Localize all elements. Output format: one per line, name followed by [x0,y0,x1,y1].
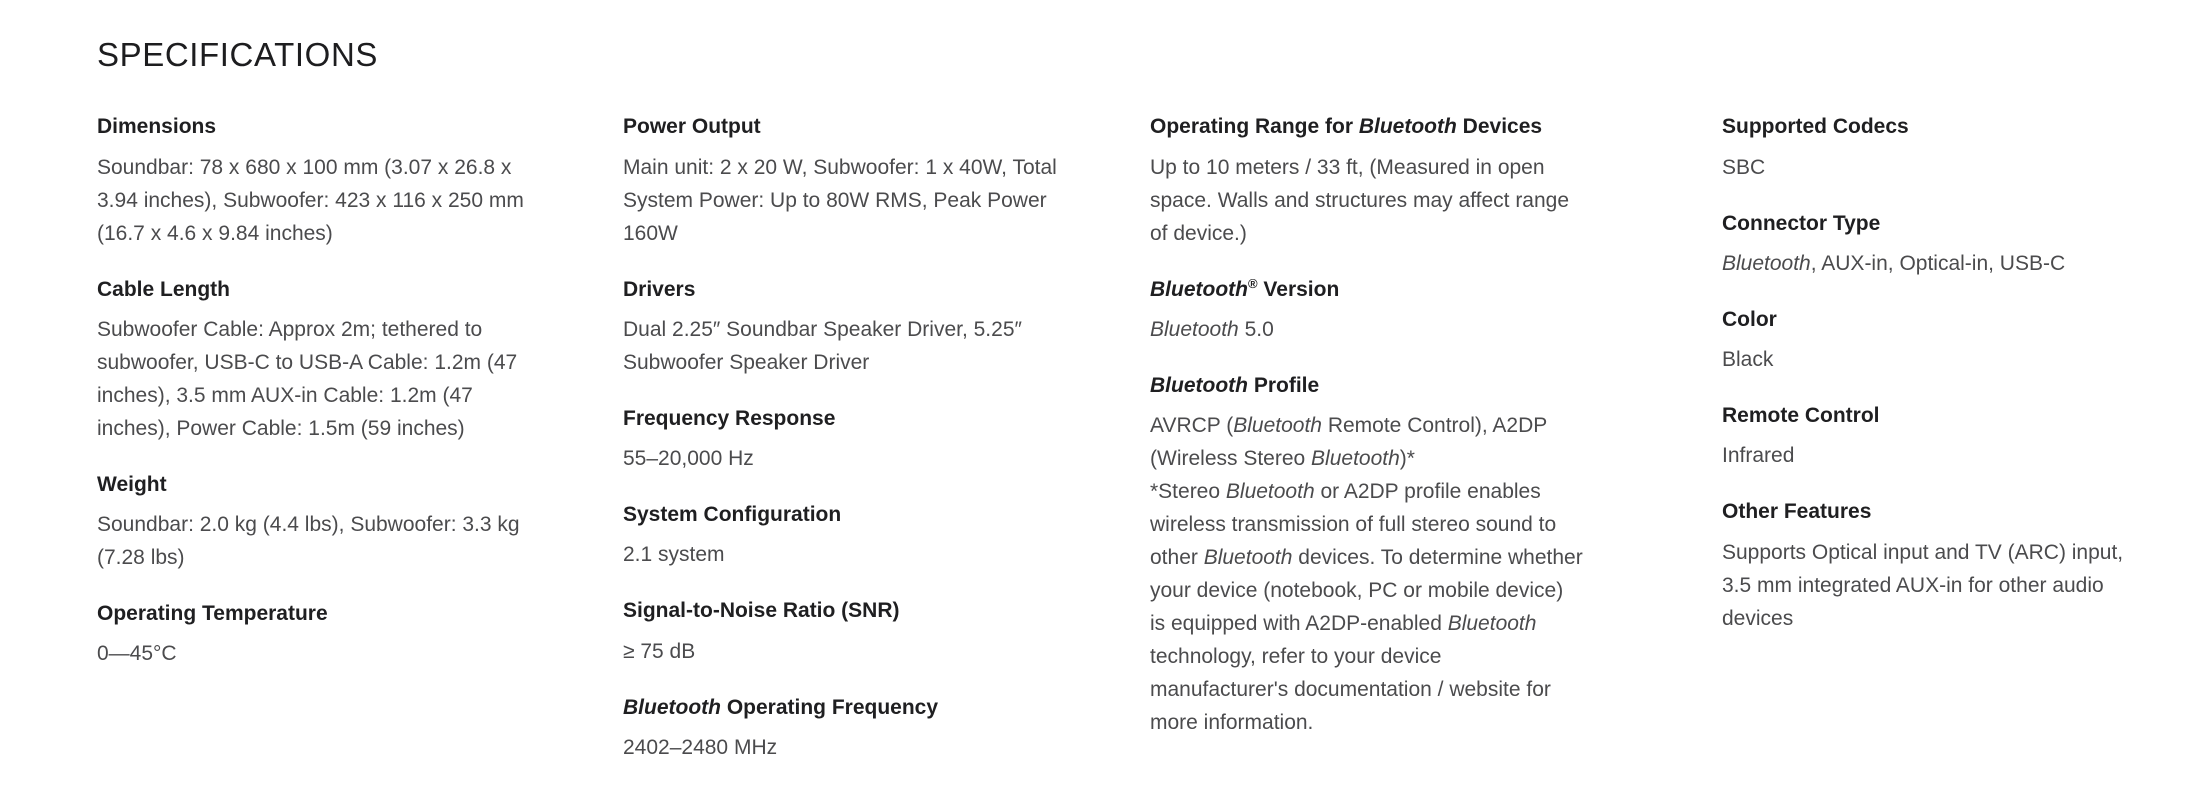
spec-value: 2402–2480 MHz [623,736,778,760]
italic-segment: Bluetooth [1150,373,1248,397]
spec-item-drivers [623,276,1094,379]
italic-segment: Bluetooth [1358,115,1457,139]
spec-item-weight [97,471,567,574]
spec-item-power-output [623,113,1094,249]
spec-value: Dual 2.25″ Soundbar Speaker Driver, 5.25″ Subwoofer Speaker Driver [623,317,1022,374]
spec-item-bluetooth-operating-frequency [623,694,1094,764]
spec-value: Soundbar: 2.0 kg (4.4 lbs), Subwoofer: 3.3 kg (7.28 lbs) [97,513,520,570]
spec-value: AVRCP (Bluetooth Remote Control), A2DP (Wireless Stereo Bluetooth)* *Stereo Bluetooth or A2DP profile enables wireless transmission of full stereo sound to other Bluetooth devices. To determine whether your device (notebook, PC or mobile device) is equipped with A2DP-enabled Bluetooth technology, refer to your device manufacturer's documentation / website for more information. [1150,414,1583,735]
spec-item-remote-control [1722,402,2172,472]
spec-value: Bluetooth, AUX-in, Optical-in, USB-C [1722,251,2066,275]
italic-segment: Bluetooth [1225,480,1315,504]
spec-item-connector-type [1722,210,2172,280]
spec-term: Remote Control [1722,404,1880,428]
spec-term: System Configuration [623,503,842,527]
spec-columns [97,113,2160,790]
italic-segment: Bluetooth [1233,414,1322,438]
spec-item-operating-temperature [97,600,567,670]
spec-item-other-features [1722,498,2172,634]
italic-segment: Bluetooth [623,695,721,719]
spec-value: SBC [1722,155,1766,179]
spec-value: Infrared [1722,444,1795,468]
spec-column-2 [623,113,1094,790]
spec-term: Frequency Response [623,406,836,430]
italic-segment: Bluetooth [1150,277,1248,301]
page-title: SPECIFICATIONS [97,36,378,73]
spec-value: Supports Optical input and TV (ARC) input, 3.5 mm integrated AUX-in for other audio devices [1722,540,2124,630]
spec-term: Bluetooth Operating Frequency [623,695,939,719]
spec-column-4 [1722,113,2172,660]
spec-item-bluetooth-version [1150,276,1666,346]
italic-segment: Bluetooth [1150,317,1239,341]
italic-segment: Bluetooth [1311,447,1400,471]
spec-value: Bluetooth 5.0 [1150,317,1274,341]
spec-item-bluetooth-profile [1150,372,1666,739]
spec-value: 0—45°C [97,642,177,666]
spec-item-cable-length [97,276,567,445]
spec-term: Supported Codecs [1722,115,1909,139]
spec-item-supported-codecs [1722,113,2172,183]
spec-item-color [1722,306,2172,376]
spec-term: Connector Type [1722,211,1881,235]
spec-value: Black [1722,348,1774,372]
spec-value: Up to 10 meters / 33 ft, (Measured in open space. Walls and structures may affect range of device.) [1150,155,1570,245]
spec-term: Dimensions [97,115,217,139]
spec-term: Operating Temperature [97,602,328,626]
spec-value: Main unit: 2 x 20 W, Subwoofer: 1 x 40W, Total System Power: Up to 80W RMS, Peak Power 160W [623,155,1057,245]
spec-value: Soundbar: 78 x 680 x 100 mm (3.07 x 26.8 x 3.94 inches), Subwoofer: 423 x 116 x 250 mm (16.7 x 4.6 x 9.84 inches) [97,155,524,245]
spec-term: Weight [97,472,167,496]
italic-segment: Bluetooth [1203,546,1293,570]
superscript-segment: ® [1247,275,1258,291]
spec-term: Color [1722,307,1777,331]
spec-term: Bluetooth® Version [1150,275,1340,301]
spec-column-3 [1150,113,1666,765]
spec-term: Power Output [623,115,761,139]
spec-column-1 [97,113,567,696]
spec-value: Subwoofer Cable: Approx 2m; tethered to subwoofer, USB-C to USB-A Cable: 1.2m (47 inches), 3.5 mm AUX-in Cable: 1.2m (47 inches), Power Cable: 1.5m (59 inches) [97,317,518,440]
spec-term: Other Features [1722,500,1872,524]
spec-value: 2.1 system [623,543,725,567]
italic-segment: Bluetooth [1447,612,1537,636]
spec-term: Cable Length [97,277,231,301]
italic-segment: Bluetooth [1722,251,1811,275]
spec-item-snr [623,597,1094,667]
spec-item-frequency-response [623,405,1094,475]
spec-value: 55–20,000 Hz [623,447,754,471]
spec-item-system-configuration [623,501,1094,571]
spec-term: Operating Range for Bluetooth Devices [1150,115,1543,139]
spec-term: Drivers [623,277,696,301]
spec-value: ≥ 75 dB [623,639,696,663]
spec-term: Signal-to-Noise Ratio (SNR) [623,599,900,623]
spec-term: Bluetooth Profile [1150,373,1320,397]
spec-item-operating-range [1150,113,1666,249]
spec-item-dimensions [97,113,567,249]
